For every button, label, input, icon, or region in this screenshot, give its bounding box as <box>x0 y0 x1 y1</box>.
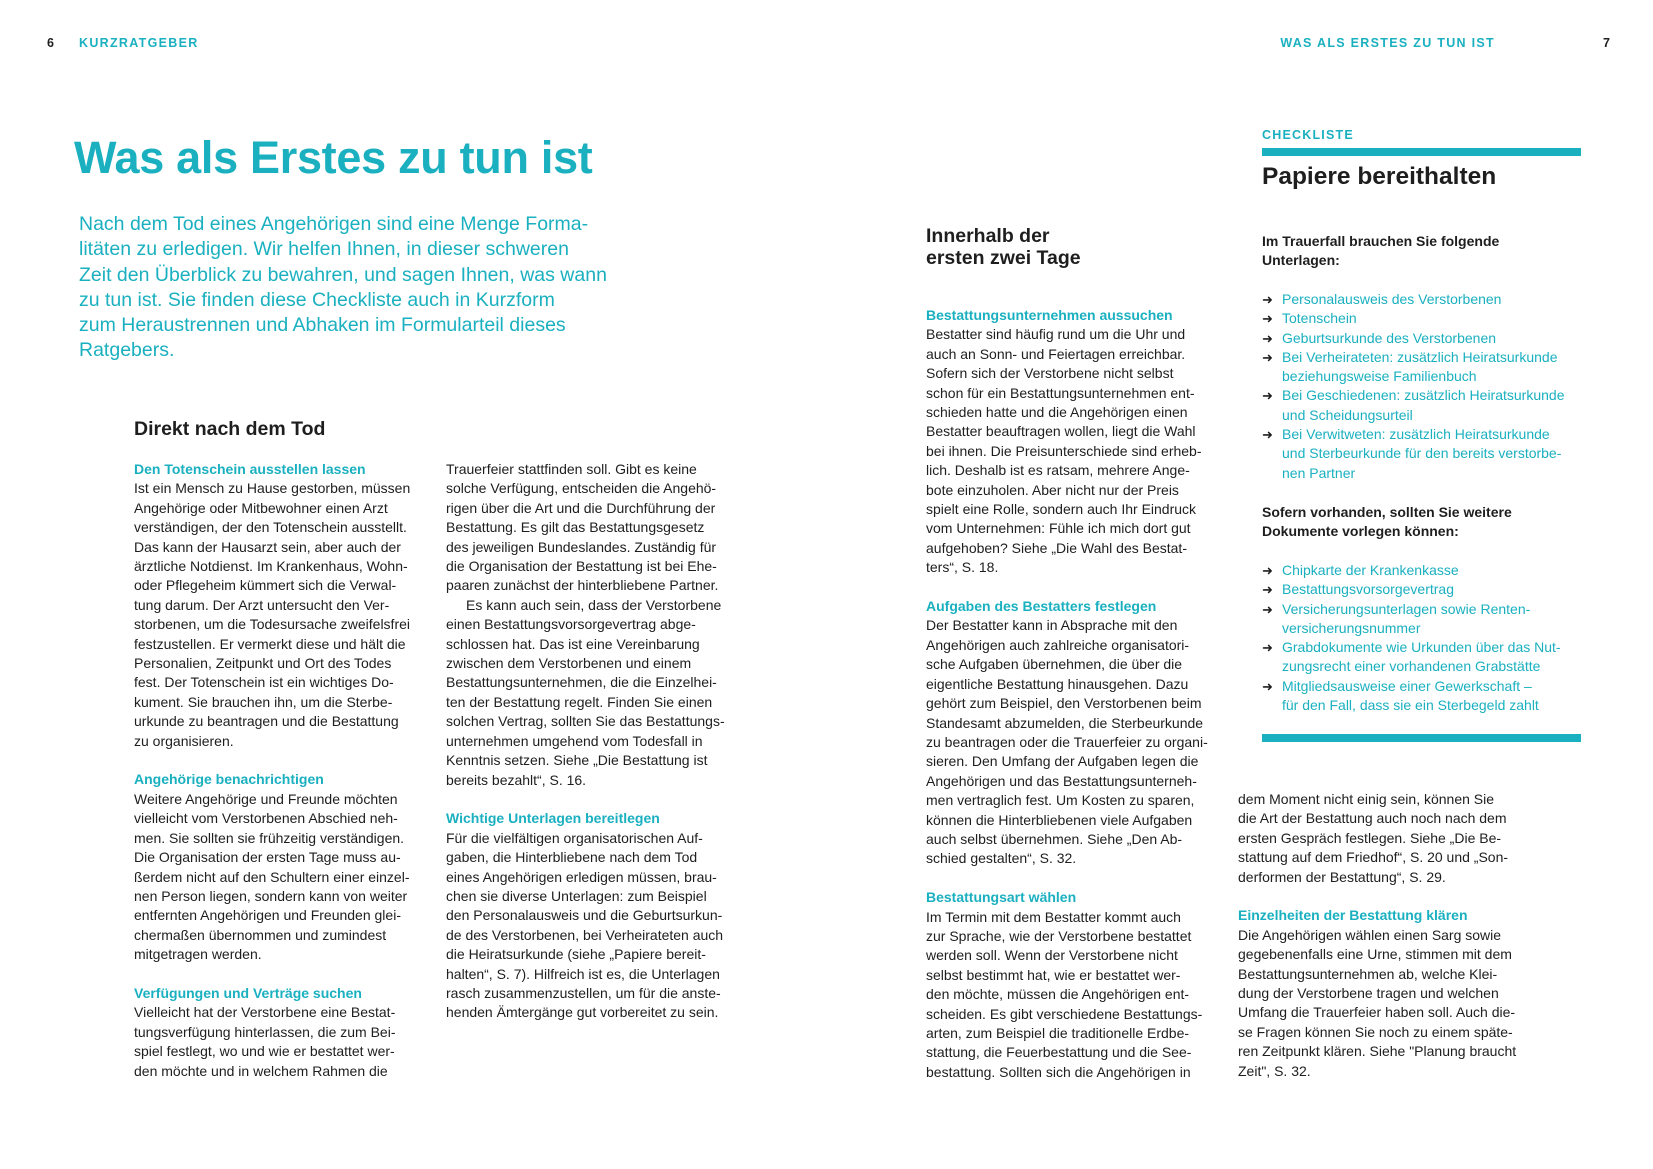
text-line: vom Unternehmen: Fühle ich mich dort gut <box>926 520 1191 537</box>
text-line: paaren zunächst der hinterbliebene Partner. <box>446 577 719 594</box>
column-2 <box>446 460 746 1023</box>
arrow-right-icon: ➜ <box>1262 640 1273 656</box>
text-line: nen Person liegen, sondern kann von weiter <box>134 887 408 904</box>
checklist-item: ➜ Bei Verheirateten: zusätzlich Heiratsurkunde beziehungsweise Familienbuch <box>1262 348 1558 385</box>
text-line: men. Sie sollten sie frühzeitig verständigen. <box>134 829 405 846</box>
checklist-item: ➜ Mitgliedsausweise einer Gewerkschaft – für den Fall, dass sie ein Sterbegeld zahlt <box>1262 677 1539 714</box>
checklist-intro <box>1262 232 1499 271</box>
text-line: Personalien, Zeitpunkt und Ort des Todes <box>134 655 392 672</box>
checklist-top-bar <box>1262 148 1581 156</box>
intro-line: zum Heraustrennen und Abhaken im Formularteil dieses <box>79 314 566 337</box>
text-line: stattung, die Feuerbestattung und die See- <box>926 1044 1192 1061</box>
text-line: de des Verstorbenen, bei Verheirateten auch <box>446 926 724 943</box>
arrow-right-icon: ➜ <box>1262 678 1273 694</box>
text-line: zur Sprache, wie der Verstorbene bestattet <box>926 927 1192 944</box>
arrow-right-icon: ➜ <box>1262 388 1273 404</box>
text-line: men vertraglich fest. Um Kosten zu sparen, <box>926 792 1195 809</box>
column-1 <box>134 460 429 1081</box>
text-line: schlossen hat. Das ist eine Vereinbarung <box>446 635 700 652</box>
text-line: tungsverfügung hinterlassen, die zum Bei- <box>134 1023 396 1040</box>
text-line: Ist ein Mensch zu Hause gestorben, müssen <box>134 480 411 497</box>
text-line: Bestattung. Es gilt das Bestattungsgesetz <box>446 519 705 536</box>
checklist-item: ➜ Personalausweis des Verstorbenen <box>1262 290 1565 309</box>
text-line: rigen über die Art und die Durchführung der <box>446 499 716 516</box>
text-line: se Fragen können Sie noch zu einem späte- <box>1238 1023 1513 1040</box>
text-line: des jeweiligen Bundeslandes. Zuständig für <box>446 538 717 555</box>
text-line: scheiden. Es gibt verschiedene Bestattungs- <box>926 1005 1203 1022</box>
text-line: bereits bezahlt“, S. 16. <box>446 771 587 788</box>
text-line: bei ihnen. Die Preisunterschiede sind erheb- <box>926 442 1202 459</box>
text-line: selbst bestimmt hat, wie er bestattet wer- <box>926 966 1181 983</box>
text-line: Bestatter beauftragen wollen, liegt die Wahl <box>926 423 1196 440</box>
checklist-bottom-bar <box>1262 734 1581 742</box>
checklist-item: ➜ Totenschein <box>1262 309 1565 328</box>
arrow-right-icon: ➜ <box>1262 292 1273 307</box>
text-line: Bestattungsunternehmen, die die Einzelhei- <box>446 674 717 691</box>
intro-line: litäten zu erledigen. Wir helfen Ihnen, in dieser schweren <box>79 238 569 261</box>
intro-line: Ratgebers. <box>79 339 175 362</box>
text-line: Für die vielfältigen organisatorischen Auf- <box>446 829 703 846</box>
subheading-einzelheiten: Einzelheiten der Bestattung klären <box>1238 907 1468 924</box>
text-line: arten, zum Beispiel die traditionelle Erdbe- <box>926 1025 1190 1041</box>
text-line: ßerdem nicht auf den Schultern einer einzel- <box>134 868 410 885</box>
checklist-title: Papiere bereithalten <box>1262 163 1497 190</box>
text-line: zwischen dem Verstorbenen und einem <box>446 655 692 672</box>
text-line: spiel festlegt, wo und wie er bestattet wer- <box>134 1043 395 1060</box>
checklist-item: ➜ Bei Verwitweten: zusätzlich Heiratsurkunde und Sterbeurkunde für den bereits verstorbe- nen Partner <box>1262 426 1562 481</box>
text-line: tung darum. Der Arzt untersucht den Ver- <box>134 596 390 613</box>
text-line: bote einzuholen. Aber nicht nur der Preis <box>926 481 1179 498</box>
text-line: die Art der Bestattung auch noch nach dem <box>1238 810 1507 827</box>
text-line: zu organisieren. <box>134 732 234 749</box>
text-line: sche Aufgaben übernehmen, die über die <box>926 656 1183 673</box>
text-line: schied gestalten“, S. 32. <box>926 850 1077 867</box>
text-line: Der Bestatter kann in Absprache mit den <box>926 617 1178 634</box>
intro-paragraph <box>79 212 639 364</box>
text-line: Die Angehörigen wählen einen Sarg sowie <box>1238 926 1502 943</box>
page-title: Was als Erstes zu tun ist <box>74 132 593 183</box>
text-line: Sofern sich der Verstorbene nicht selbst <box>926 365 1174 382</box>
text-line: chen sie diverse Unterlagen: zum Beispiel <box>446 887 707 904</box>
text-line: die Heiratsurkunde (siehe „Papiere bereit- <box>446 946 706 963</box>
subheading-totenschein: Den Totenschein ausstellen lassen <box>134 461 366 477</box>
text-line: entfernten Angehörigen und Freunden glei- <box>134 907 401 924</box>
text-line: können die Hinterbliebenen viele Aufgaben <box>926 811 1193 828</box>
text-line: einen Bestattungsvorsorgevertrag abge- <box>446 616 696 633</box>
text-line: derformen der Bestattung“, S. 29. <box>1238 868 1446 885</box>
text-line: aufgehoben? Siehe „Die Wahl des Bestat- <box>926 539 1187 556</box>
section-heading-direkt: Direkt nach dem Tod <box>134 418 326 440</box>
text-line: Bestattungsunternehmen ab, welche Klei- <box>1238 965 1498 982</box>
text-line: Trauerfeier stattfinden soll. Gibt es keine <box>446 461 697 477</box>
text-line: zu beantragen oder die Trauerfeier zu organi- <box>926 733 1208 750</box>
text-line: halten“, S. 7). Hilfreich ist es, die Unterlagen <box>446 965 720 982</box>
intro-line: Zeit den Überblick zu bewahren, und sagen Ihnen, was wann <box>79 263 607 286</box>
text-line: dung der Verstorbene tragen und welchen <box>1238 985 1499 1002</box>
text-line: dem Moment nicht einig sein, können Sie <box>1238 791 1495 807</box>
arrow-right-icon: ➜ <box>1262 563 1273 578</box>
subheading-aufgaben: Aufgaben des Bestatters festlegen <box>926 598 1157 615</box>
subheading-unternehmen: Bestattungsunternehmen aussuchen <box>926 307 1173 323</box>
text-line: Umfang die Trauerfeier haben soll. Auch die- <box>1238 1004 1516 1021</box>
text-line: Im Termin mit dem Bestatter kommt auch <box>926 908 1181 925</box>
checklist-intro-line: Im Trauerfall brauchen Sie folgende <box>1262 233 1500 249</box>
text-line: schieden hatte und die Angehörigen einen <box>926 404 1188 421</box>
subheading-benachrichtigen: Angehörige benachrichtigen <box>134 771 324 788</box>
section-heading-line: ersten zwei Tage <box>926 247 1081 269</box>
text-line: mitgetragen werden. <box>134 946 262 963</box>
text-line: Das kann der Hausarzt sein, aber auch der <box>134 538 401 555</box>
text-line: auch an Sonn- und Feiertagen erreichbar. <box>926 345 1186 362</box>
left-running-head: KURZRATGEBER <box>79 36 199 50</box>
column-3 <box>926 306 1226 1082</box>
text-line: fest. Der Totenschein ist ein wichtiges Do- <box>134 674 394 691</box>
section-heading-line: Innerhalb der <box>926 225 1050 247</box>
text-line: ters“, S. 18. <box>926 559 999 576</box>
text-line: Kenntnis setzen. Siehe „Die Bestattung ist <box>446 752 708 769</box>
text-line: vielleicht vom Verstorbenen Abschied neh- <box>134 810 398 827</box>
intro-line: Nach dem Tod eines Angehörigen sind eine Menge Forma- <box>79 213 589 235</box>
text-line: den möchte, müssen die Angehörigen ent- <box>926 986 1190 1003</box>
arrow-right-icon: ➜ <box>1262 311 1273 327</box>
text-line: auch selbst übernehmen. Siehe „Den Ab- <box>926 830 1183 847</box>
checklist-intro-line: Unterlagen: <box>1262 252 1340 269</box>
text-line: Standesamt abzumelden, die Sterbeurkunde <box>926 714 1204 731</box>
text-line: kument. Sie brauchen ihn, um die Sterbe- <box>134 693 393 710</box>
text-line: Angehörige oder Mitbewohner einen Arzt <box>134 499 388 516</box>
checklist-list-required <box>1262 290 1565 483</box>
checklist-intro-2 <box>1262 503 1512 542</box>
arrow-right-icon: ➜ <box>1262 582 1273 598</box>
text-line: oder Pflegeheim kümmert sich die Verwal- <box>134 577 397 594</box>
section-heading-zwei-tage <box>926 225 1081 269</box>
checklist-intro-line: Dokumente vorlegen können: <box>1262 523 1459 540</box>
text-line: den möchte und in welchem Rahmen die <box>134 1062 388 1079</box>
text-line: festzustellen. Er vermerkt diese und hält die <box>134 635 406 652</box>
text-line: sieren. Den Umfang der Aufgaben legen die <box>926 753 1199 770</box>
text-line: gegebenenfalls eine Urne, stimmen mit dem <box>1238 946 1512 963</box>
text-line: Weitere Angehörige und Freunde möchten <box>134 790 398 807</box>
text-line: storbenen, um die Todesursache zweifelsfrei <box>134 616 411 633</box>
text-line: ersten Gespräch festlegen. Siehe „Die Be- <box>1238 829 1502 846</box>
text-line: unternehmen umgehend vom Todesfall in <box>446 732 703 749</box>
checklist-list-optional <box>1262 561 1561 715</box>
text-line: chermaßen übernommen und zumindest <box>134 926 387 943</box>
text-line: schon für ein Bestattungsunternehmen ent- <box>926 384 1195 401</box>
arrow-right-icon: ➜ <box>1262 349 1273 365</box>
text-line: solchen Vertrag, sollten Sie das Bestattungs- <box>446 713 725 730</box>
text-line: ärztliche Notdienst. Im Krankenhaus, Wohn- <box>134 558 408 575</box>
text-line: Angehörigen und das Bestattungsunterneh- <box>926 772 1197 789</box>
arrow-right-icon: ➜ <box>1262 427 1273 443</box>
text-line: ten der Bestattung regelt. Finden Sie einen <box>446 693 713 710</box>
text-line: eines Angehörigen erledigen müssen, brau- <box>446 868 717 885</box>
text-line: spielt eine Rolle, sondern auch Ihr Eindruck <box>926 501 1197 518</box>
right-running-head: WAS ALS ERSTES ZU TUN IST <box>1280 36 1495 50</box>
text-line: ren Zeitpunkt klären. Siehe "Planung braucht <box>1238 1043 1517 1060</box>
text-line: stattung auf dem Friedhof“, S. 20 und „Son- <box>1238 849 1509 866</box>
column-4 <box>1238 790 1548 1081</box>
text-line: Angehörigen auch zahlreiche organisatori- <box>926 636 1190 653</box>
checklist-item: ➜ Versicherungsunterlagen sowie Renten- versicherungsnummer <box>1262 600 1531 636</box>
text-line: solche Verfügung, entscheiden die Angehö- <box>446 480 717 497</box>
checklist-item: ➜ Bestattungsvorsorgevertrag <box>1262 580 1561 599</box>
text-line: Die Organisation der ersten Tage muss au- <box>134 849 401 866</box>
text-line: die Organisation der Bestattung ist bei Ehe- <box>446 558 717 575</box>
left-page-number: 6 <box>47 36 54 50</box>
checklist-item: ➜ Bei Geschiedenen: zusätzlich Heiratsurkunde und Scheidungsurteil <box>1262 387 1565 423</box>
text-line: urkunde zu beantragen und die Bestattung <box>134 713 399 730</box>
text-line: werden soll. Wenn der Verstorbene nicht <box>926 947 1178 964</box>
text-line: rasch zusammenzustellen, um für die anste- <box>446 984 721 1001</box>
checklist-item: ➜ Geburtsurkunde des Verstorbenen <box>1262 329 1565 348</box>
text-line: Vielleicht hat der Verstorbene eine Bestat- <box>134 1004 396 1021</box>
right-page-number: 7 <box>1603 36 1610 50</box>
text-line: eigentliche Bestattung hinausgehen. Dazu <box>926 675 1189 692</box>
subheading-unterlagen: Wichtige Unterlagen bereitlegen <box>446 810 660 827</box>
subheading-bestattungsart: Bestattungsart wählen <box>926 889 1077 906</box>
text-line: gehört zum Beispiel, den Verstorbenen beim <box>926 695 1202 712</box>
arrow-right-icon: ➜ <box>1262 330 1273 346</box>
intro-line: zu tun ist. Sie finden diese Checkliste auch in Kurzform <box>79 288 555 311</box>
text-line: gaben, die Hinterbliebene nach dem Tod <box>446 849 698 866</box>
text-line: Zeit", S. 32. <box>1238 1062 1311 1079</box>
text-line: henden Ämtergänge gut vorbereitet zu sein. <box>446 1004 719 1021</box>
checklist-item: ➜ Chipkarte der Krankenkasse <box>1262 561 1561 580</box>
text-line: verständigen, der den Totenschein ausstellt. <box>134 519 407 536</box>
subheading-verfuegungen: Verfügungen und Verträge suchen <box>134 984 362 1001</box>
checklist-intro-line: Sofern vorhanden, sollten Sie weitere <box>1262 504 1512 520</box>
checklist-label: CHECKLISTE <box>1262 128 1354 142</box>
arrow-right-icon: ➜ <box>1262 601 1273 617</box>
text-line: Bestatter sind häufig rund um die Uhr und <box>926 326 1186 343</box>
checklist-item: ➜ Grabdokumente wie Urkunden über das Nut- zungsrecht einer vorhandenen Grabstätte <box>1262 639 1561 675</box>
text-line: Es kann auch sein, dass der Verstorbene <box>466 596 722 613</box>
text-line: lich. Deshalb ist es ratsam, mehrere Ange- <box>926 462 1190 479</box>
text-line: den Personalausweis und die Geburtsurkun- <box>446 907 723 924</box>
text-line: bestattung. Sollten sich die Angehörigen in <box>926 1063 1191 1080</box>
